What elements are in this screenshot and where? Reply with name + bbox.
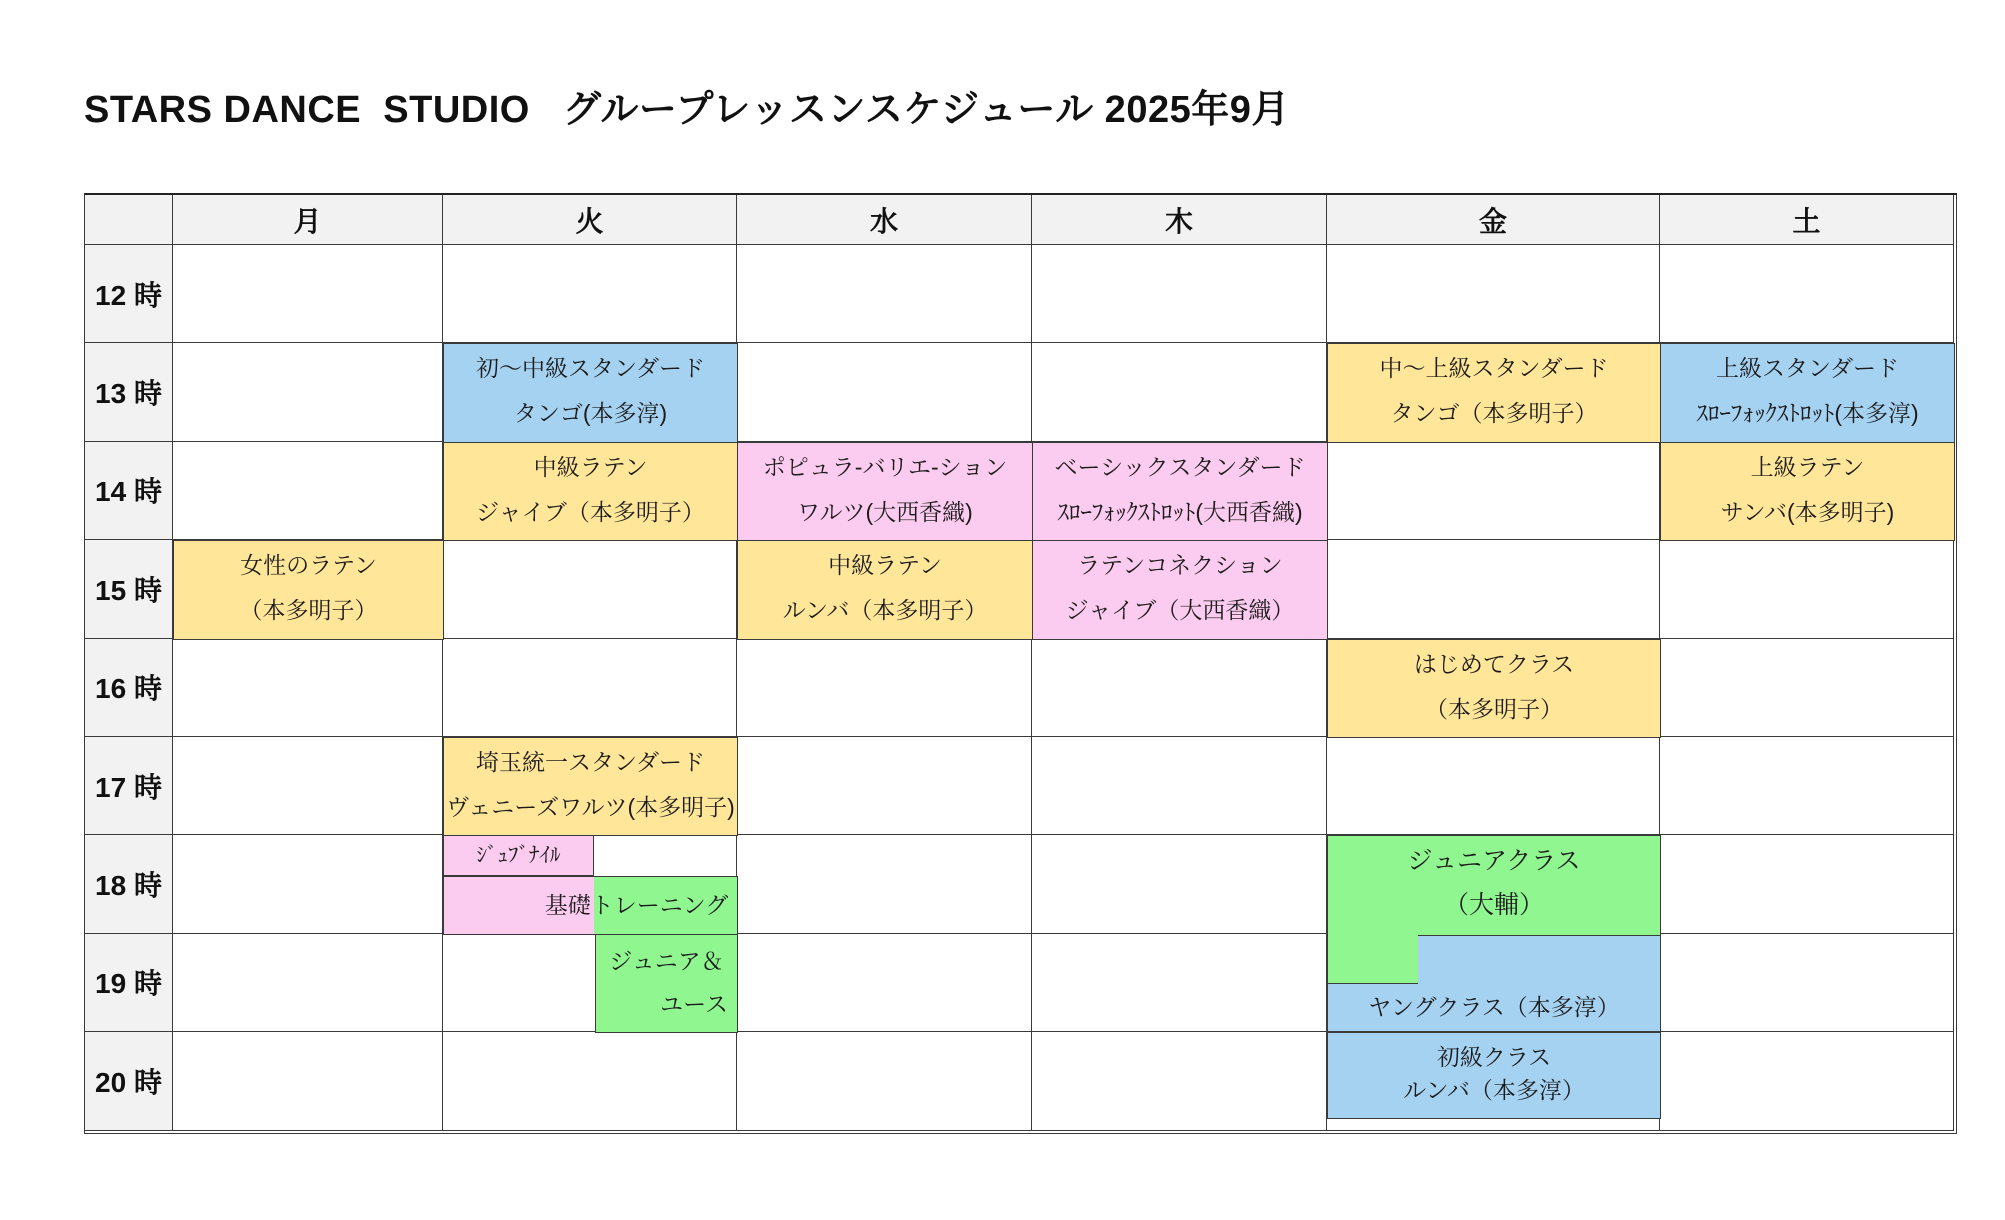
lesson-fri-13 bbox=[1327, 343, 1661, 442]
slot-mon-19 bbox=[173, 934, 443, 1032]
slot-fri-12 bbox=[1327, 245, 1660, 343]
slot-sat-16 bbox=[1660, 639, 1954, 737]
corner-cell bbox=[85, 195, 173, 245]
day-header-mon: 月 bbox=[173, 195, 443, 245]
lesson-wed-14 bbox=[737, 442, 1033, 541]
lesson-sat-14 bbox=[1660, 442, 1955, 541]
slot-mon-17 bbox=[173, 737, 443, 835]
lesson-tue-14 bbox=[443, 442, 738, 541]
slot-sat-20 bbox=[1660, 1032, 1954, 1130]
slot-sat-12 bbox=[1660, 245, 1954, 343]
lesson-title: 初級クラス bbox=[1436, 1044, 1552, 1071]
page-title: STARS DANCE STUDIO グループレッスンスケジュール 2025年9月 bbox=[84, 89, 1290, 131]
slot-fri-15 bbox=[1327, 540, 1660, 638]
schedule-grid bbox=[85, 195, 1954, 1131]
lesson-fri-19-young-upper bbox=[1418, 935, 1661, 984]
slot-wed-19 bbox=[737, 934, 1032, 1032]
lesson-title: ジュニアクラス bbox=[1407, 847, 1581, 876]
slot-tue-15 bbox=[443, 540, 737, 638]
lesson-title: ラテンコネクション bbox=[1077, 552, 1283, 579]
lesson-fri-16 bbox=[1327, 639, 1661, 738]
slot-sat-15 bbox=[1660, 540, 1954, 638]
slot-thu-16 bbox=[1032, 639, 1327, 737]
lesson-tue-18-basic-training bbox=[443, 876, 738, 934]
lesson-detail: サンバ(本多明子) bbox=[1720, 498, 1895, 525]
lesson-title: ヤングクラス（本多淳） bbox=[1368, 994, 1620, 1021]
lesson-detail: ルンバ（本多明子） bbox=[782, 597, 988, 624]
lesson-title: 上級ラテン bbox=[1750, 453, 1865, 480]
schedule-table bbox=[84, 193, 1957, 1134]
slot-thu-13 bbox=[1032, 343, 1327, 441]
slot-wed-17 bbox=[737, 737, 1032, 835]
day-header-tue: 火 bbox=[443, 195, 737, 245]
time-label-18: 18 時 bbox=[85, 835, 173, 933]
day-header-fri: 金 bbox=[1327, 195, 1660, 245]
slot-tue-16 bbox=[443, 639, 737, 737]
day-header-thu: 木 bbox=[1032, 195, 1327, 245]
lesson-tue-17 bbox=[443, 737, 738, 836]
slot-fri-14 bbox=[1327, 442, 1660, 540]
slot-mon-16 bbox=[173, 639, 443, 737]
slot-thu-17 bbox=[1032, 737, 1327, 835]
lesson-title: 埼玉統一スタンダード bbox=[475, 749, 706, 775]
time-label-14: 14 時 bbox=[85, 442, 173, 540]
slot-thu-12 bbox=[1032, 245, 1327, 343]
lesson-title: 女性のラテン bbox=[240, 552, 377, 579]
lesson-detail: ｽﾛｰﾌｫｯｸｽﾄﾛｯﾄ(本多淳) bbox=[1696, 400, 1919, 427]
slot-mon-13 bbox=[173, 343, 443, 441]
lesson-title: ポピュラ-バリエ-ション bbox=[762, 453, 1008, 480]
slot-wed-18 bbox=[737, 835, 1032, 933]
lesson-title: 中級ラテン bbox=[828, 552, 942, 579]
time-label-17: 17 時 bbox=[85, 737, 173, 835]
lesson-thu-15 bbox=[1032, 540, 1328, 639]
lesson-detail: ヴェニーズワルツ(本多明子) bbox=[446, 793, 735, 820]
slot-wed-13 bbox=[737, 343, 1032, 441]
lesson-title: ジュニア＆ bbox=[609, 947, 724, 974]
lesson-detail: ジャイブ（大西香織） bbox=[1065, 597, 1295, 624]
lesson-fri-18-junior bbox=[1327, 835, 1661, 934]
lesson-title: ｼﾞｭﾌﾞﾅｲﾙ bbox=[476, 843, 561, 867]
lesson-tue-13 bbox=[443, 343, 738, 442]
slot-tue-12 bbox=[443, 245, 737, 343]
lesson-title: 初～中級スタンダード bbox=[475, 355, 706, 382]
slot-mon-18 bbox=[173, 835, 443, 933]
slot-thu-18 bbox=[1032, 835, 1327, 933]
lesson-detail: ルンバ（本多淳） bbox=[1403, 1076, 1585, 1103]
lesson-thu-14 bbox=[1032, 442, 1328, 541]
lesson-title: 中～上級スタンダード bbox=[1379, 355, 1609, 382]
slot-sat-17 bbox=[1660, 737, 1954, 835]
lesson-detail: タンゴ（本多明子） bbox=[1390, 400, 1598, 427]
slot-mon-14 bbox=[173, 442, 443, 540]
lesson-detail: ｽﾛｰﾌｫｯｸｽﾄﾛｯﾄ(大西香織) bbox=[1057, 498, 1303, 525]
lesson-fri-18-junior-extension bbox=[1327, 935, 1419, 984]
slot-wed-16 bbox=[737, 639, 1032, 737]
slot-wed-20 bbox=[737, 1032, 1032, 1130]
time-label-20: 20 時 bbox=[85, 1032, 173, 1130]
time-label-12: 12 時 bbox=[85, 245, 173, 343]
slot-thu-20 bbox=[1032, 1032, 1327, 1130]
time-label-16: 16 時 bbox=[85, 639, 173, 737]
lesson-detail: （大輔） bbox=[1443, 891, 1544, 920]
lesson-tue-19-junior-youth bbox=[595, 934, 738, 1033]
lesson-detail: （本多明子） bbox=[239, 597, 378, 624]
time-label-13: 13 時 bbox=[85, 343, 173, 441]
slot-thu-19 bbox=[1032, 934, 1327, 1032]
time-label-19: 19 時 bbox=[85, 934, 173, 1032]
lesson-detail: ジャイブ（本多明子） bbox=[476, 498, 705, 525]
lesson-mon-15 bbox=[173, 540, 444, 639]
day-header-sat: 土 bbox=[1660, 195, 1954, 245]
lesson-detail: （本多明子） bbox=[1425, 695, 1563, 722]
slot-sat-18 bbox=[1660, 835, 1954, 933]
day-header-wed: 水 bbox=[737, 195, 1032, 245]
lesson-title: はじめてクラス bbox=[1413, 650, 1575, 677]
lesson-fri-20-beginner bbox=[1327, 1032, 1661, 1119]
lesson-detail: ユース bbox=[660, 990, 728, 1017]
lesson-title: ベーシックスタンダード bbox=[1054, 453, 1306, 480]
lesson-title: 基礎トレーニング bbox=[544, 892, 729, 919]
time-label-15: 15 時 bbox=[85, 540, 173, 638]
lesson-tue-18-juvenile bbox=[443, 835, 594, 876]
lesson-wed-15 bbox=[737, 540, 1033, 639]
lesson-title: 上級スタンダード bbox=[1715, 355, 1900, 382]
lesson-title: 中級ラテン bbox=[533, 453, 648, 480]
slot-wed-12 bbox=[737, 245, 1032, 343]
slot-mon-20 bbox=[173, 1032, 443, 1130]
slot-fri-17 bbox=[1327, 737, 1660, 835]
lesson-sat-13 bbox=[1660, 343, 1955, 442]
slot-sat-19 bbox=[1660, 934, 1954, 1032]
lesson-detail: タンゴ(本多淳) bbox=[513, 400, 668, 427]
slot-mon-12 bbox=[173, 245, 443, 343]
lesson-detail: ワルツ(大西香織) bbox=[797, 498, 973, 525]
lesson-fri-19-young bbox=[1327, 984, 1661, 1032]
slot-tue-20 bbox=[443, 1032, 737, 1130]
